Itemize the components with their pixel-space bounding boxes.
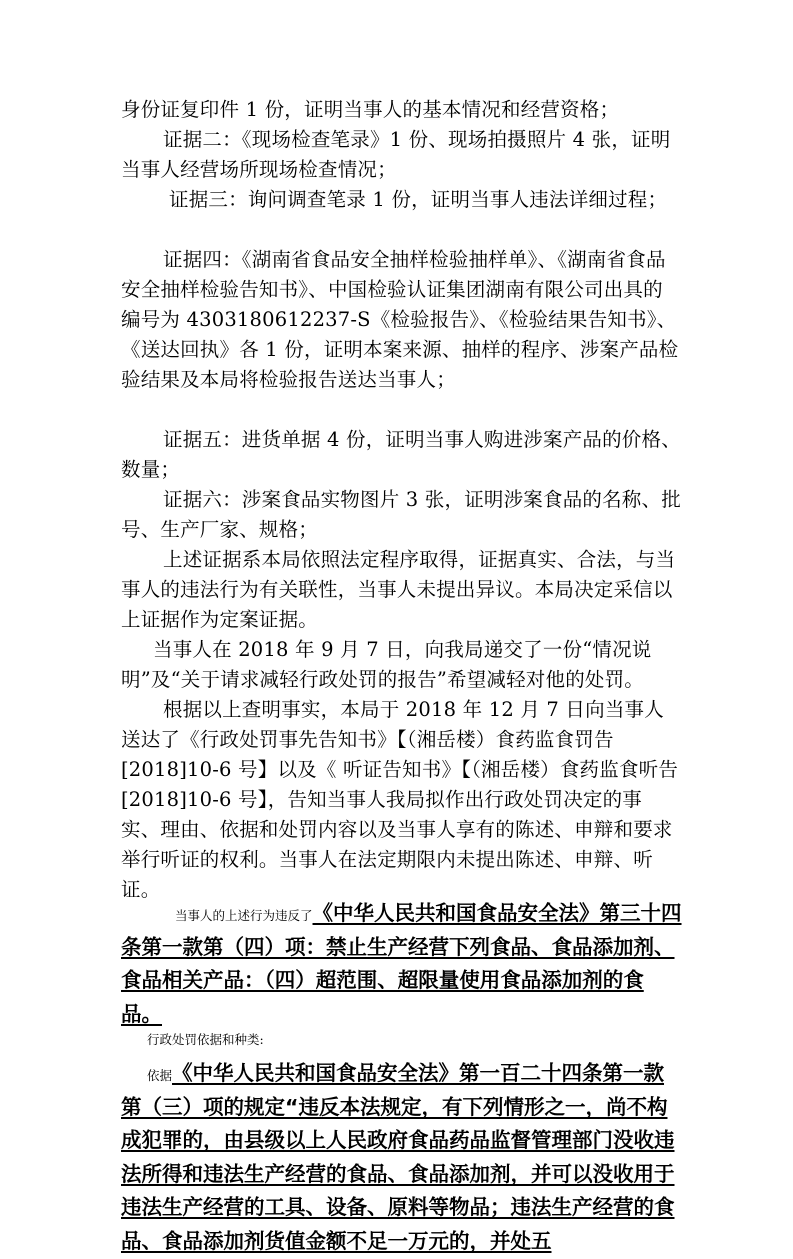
evidence-three: 证据三：询问调查笔录 1 份，证明当事人违法详细过程；	[169, 188, 668, 211]
violation-paragraph	[121, 898, 683, 1032]
evidence-two: 证据二：《现场检查笔录》1 份、现场拍摄照片 4 张，证明当事人经营场所现场检查情况；	[121, 128, 671, 181]
notice-paragraph: 根据以上查明事实，本局于 2018 年 12 月 7 日向当事人送达了《行政处罚事先告知书》【（湘岳楼）食药监食罚告[2018]10-6 号】以及《 听证告知书》【（湘岳楼）食药监食听告[2018]10-6 号】，告知当事人我局拟作出行政处罚决定的事实、理由、依据和处罚内容以及当事人享有的陈述、申辩和要求举行听证的权利。当事人在法定期限内未提出陈述、申辩、听证。	[121, 698, 679, 901]
penalty-basis-paragraph	[121, 1058, 683, 1259]
evidence-summary: 上述证据系本局依照法定程序取得，证据真实、合法，与当事人的违法行为有关联性，当事人未提出异议。本局决定采信以上证据作为定案证据。	[121, 548, 676, 631]
penalty-basis-prefix: 依据	[147, 1068, 173, 1083]
evidence-four: 证据四：《湖南省食品安全抽样检验抽样单》、《湖南省食品安全抽样检验告知书》、中国检验认证集团湖南有限公司出具的编号为 4303180612237-S《检验报告》、《检验结果告知书》、《送达回执》各 1 份，证明本案来源、抽样的程序、涉案产品检验结果及本局将检验报告送达当事人；	[121, 248, 679, 391]
statement-paragraph: 当事人在 2018 年 9 月 7 日，向我局递交了一份“情况说明”及“关于请求减轻行政处罚的报告”希望减轻对他的处罚。	[121, 638, 652, 691]
violation-prefix: 当事人的上述行为违反了	[175, 908, 313, 923]
violation-text: 《中华人民共和国食品安全法》第三十四条第一款第（四）项：禁止生产经营下列食品、食品添加剂、食品相关产品：（四）超范围、超限量使用食品添加剂的食品。	[121, 901, 682, 1026]
evidence-six: 证据六：涉案食品实物图片 3 张，证明涉案食品的名称、批号、生产厂家、规格；	[121, 488, 681, 541]
penalty-basis-heading: 行政处罚依据和种类:	[147, 1032, 264, 1047]
penalty-basis-text: 《中华人民共和国食品安全法》第一百二十四条第一款第（三）项的规定“违反本法规定，有下列情形之一，尚不构成犯罪的，由县级以上人民政府食品药品监督管理部门没收违法所得和违法生产经营的食品、食品添加剂，并可以没收用于违法生产经营的工具、设备、原料等物品；违法生产经营的食品、食品添加剂货值金额不足一万元的，并处五	[121, 1061, 675, 1253]
evidence-one-continuation: 身份证复印件 1 份，证明当事人的基本情况和经营资格；	[121, 98, 620, 121]
evidence-five: 证据五：进货单据 4 份，证明当事人购进涉案产品的价格、数量；	[121, 428, 681, 481]
